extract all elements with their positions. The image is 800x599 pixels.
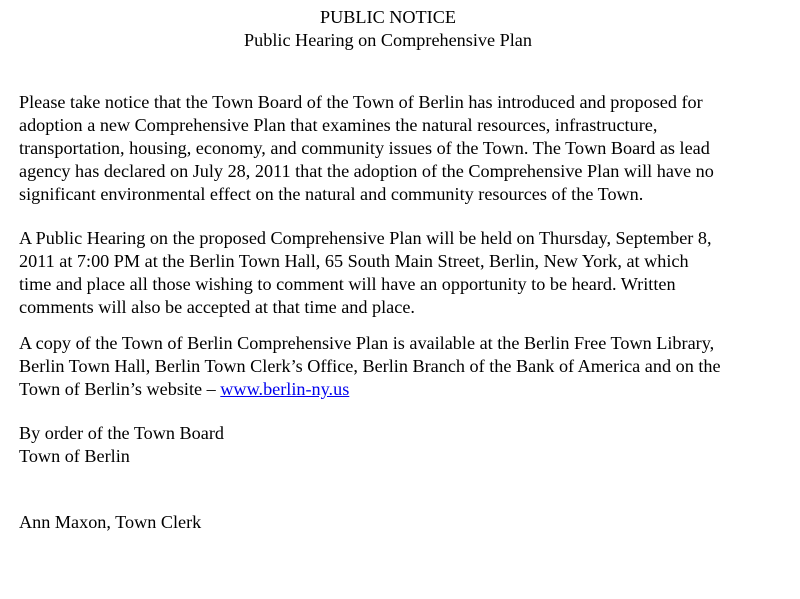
paragraph-line: agency has declared on July 28, 2011 that the adoption of the Comprehensive Plan will have no	[19, 161, 714, 181]
notice-title: PUBLIC NOTICE	[320, 7, 456, 27]
paragraph-line: Please take notice that the Town Board of the Town of Berlin has introduced and proposed for	[19, 92, 703, 112]
paragraph-line: time and place all those wishing to comment will have an opportunity to be heard. Written	[19, 274, 676, 294]
paragraph-line: transportation, housing, economy, and community issues of the Town. The Town Board as lead	[19, 138, 710, 158]
paragraph-takenotice	[19, 91, 789, 206]
paragraph-line: A copy of the Town of Berlin Comprehensive Plan is available at the Berlin Free Town Library,	[19, 333, 715, 353]
notice-subtitle: Public Hearing on Comprehensive Plan	[244, 30, 532, 50]
signature-line-board: By order of the Town Board	[19, 423, 224, 443]
signature-line-town: Town of Berlin	[19, 446, 130, 466]
paragraph-line: comments will also be accepted at that time and place.	[19, 297, 415, 317]
paragraph-line: A Public Hearing on the proposed Comprehensive Plan will be held on Thursday, September 8,	[19, 228, 712, 248]
signature-block	[19, 422, 789, 468]
paragraph-line: significant environmental effect on the natural and community resources of the Town.	[19, 184, 644, 204]
website-prefix: Town of Berlin’s website –	[19, 379, 221, 399]
paragraph-line: 2011 at 7:00 PM at the Berlin Town Hall, 65 South Main Street, Berlin, New York, at which	[19, 251, 689, 271]
clerk-signature	[19, 511, 789, 534]
paragraph-line: Berlin Town Hall, Berlin Town Clerk’s Office, Berlin Branch of the Bank of America and on the	[19, 356, 721, 376]
paragraph-hearing	[19, 227, 789, 319]
paragraph-line-with-link	[19, 378, 789, 401]
clerk-name: Ann Maxon, Town Clerk	[19, 512, 202, 532]
paragraph-availability	[19, 332, 789, 401]
website-link[interactable]: www.berlin-ny.us	[220, 379, 350, 399]
paragraph-line: adoption a new Comprehensive Plan that examines the natural resources, infrastructure,	[19, 115, 658, 135]
